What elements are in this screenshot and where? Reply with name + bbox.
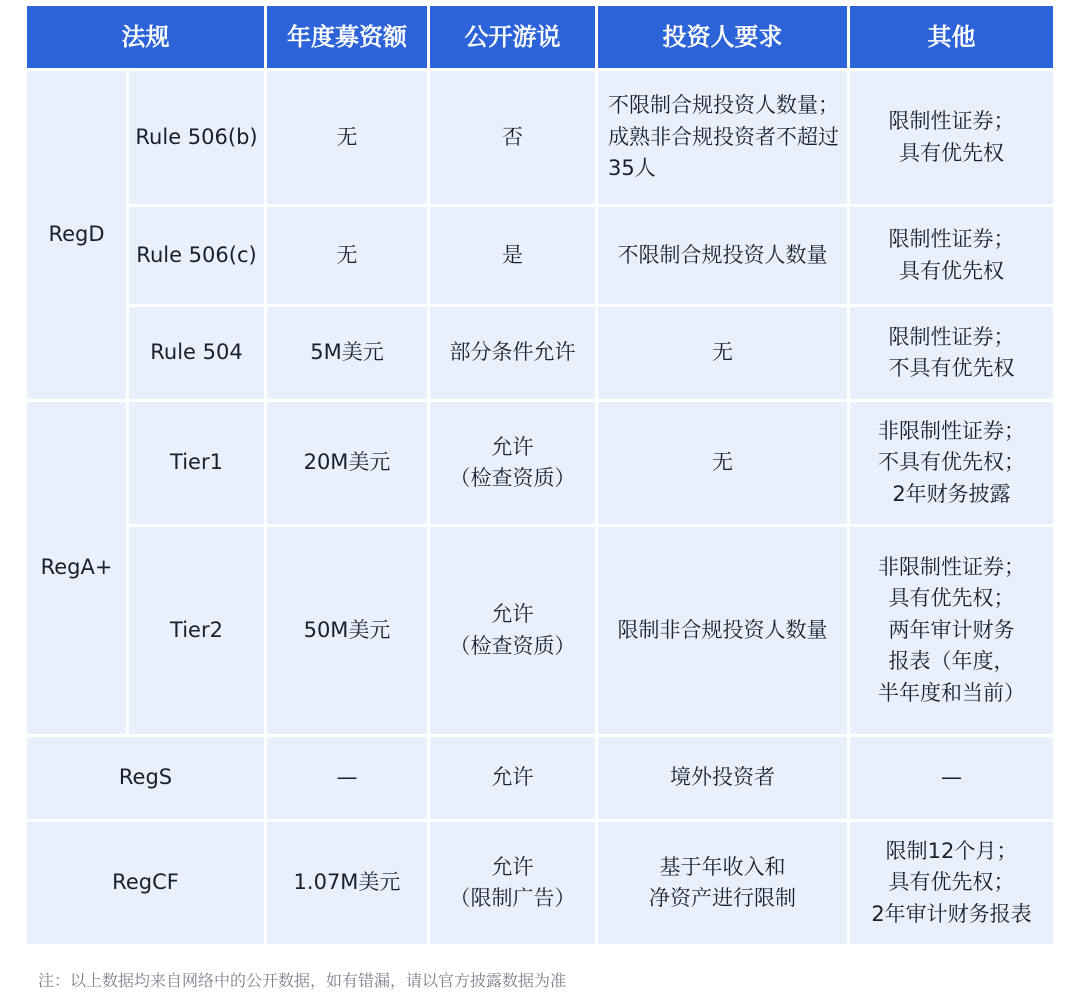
other-506c-line: 限制性证券； bbox=[888, 227, 1015, 251]
header-public-solicitation: 公开游说 bbox=[429, 5, 597, 70]
other-regcf-line: 2年审计财务报表 bbox=[871, 901, 1032, 926]
other-504 bbox=[849, 306, 1055, 401]
raise-504: 5M美元 bbox=[266, 306, 429, 401]
regulation-comparison-table bbox=[24, 3, 1056, 947]
table-row bbox=[26, 736, 1055, 821]
header-annual-raise: 年度募资额 bbox=[266, 5, 429, 70]
investor-504 bbox=[597, 306, 849, 401]
rule-tier2: Tier2 bbox=[128, 526, 266, 736]
investor-506b-line: 不限制合规投资人数量； bbox=[608, 93, 839, 118]
solicit-tier2 bbox=[429, 526, 597, 736]
group-regcf: RegCF bbox=[26, 821, 266, 946]
other-tier2-line: 两年审计财务 bbox=[888, 617, 1015, 642]
rule-506b: Rule 506(b) bbox=[128, 70, 266, 206]
rule-506c: Rule 506(c) bbox=[128, 206, 266, 306]
solicit-regcf bbox=[429, 821, 597, 946]
other-tier2-line: 具有优先权； bbox=[888, 586, 1015, 611]
solicit-tier1-line: （检查资质） bbox=[449, 466, 576, 490]
table-row bbox=[26, 821, 1055, 946]
raise-tier2: 50M美元 bbox=[266, 526, 429, 736]
other-tier1 bbox=[849, 401, 1055, 526]
other-regcf-line: 限制12个月； bbox=[885, 838, 1018, 863]
investor-regcf bbox=[597, 821, 849, 946]
other-tier2 bbox=[849, 526, 1055, 736]
table-row bbox=[26, 401, 1055, 526]
solicit-tier1 bbox=[429, 401, 597, 526]
other-tier1-line: 非限制性证券； bbox=[878, 418, 1025, 443]
group-regd: RegD bbox=[26, 70, 128, 401]
investor-506b-line: 成熟非合规投资者不超过 bbox=[608, 124, 839, 149]
other-regs: — bbox=[849, 736, 1055, 821]
solicit-506c: 是 bbox=[429, 206, 597, 306]
solicit-tier2-line: 允许 bbox=[491, 602, 534, 626]
solicit-tier1-line: 允许 bbox=[491, 434, 534, 459]
other-tier2-line: 非限制性证券； bbox=[878, 554, 1025, 579]
raise-506c: 无 bbox=[266, 206, 429, 306]
investor-506c-line: 不限制合规投资人数量 bbox=[617, 242, 828, 267]
other-504-line: 限制性证券； bbox=[888, 324, 1015, 349]
other-506b-line: 具有优先权 bbox=[899, 140, 1004, 165]
other-506b bbox=[849, 70, 1055, 206]
investor-tier2-line: 限制非合规投资人数量 bbox=[617, 617, 828, 642]
header-regulation: 法规 bbox=[26, 5, 266, 70]
table-row bbox=[26, 526, 1055, 736]
investor-506b-line: 35人 bbox=[608, 156, 656, 181]
group-rega: RegA+ bbox=[26, 401, 128, 736]
investor-504-line: 无 bbox=[712, 340, 733, 365]
investor-tier1-line: 无 bbox=[712, 450, 733, 475]
other-tier2-line: 报表（年度， bbox=[888, 649, 1015, 674]
table-header-row bbox=[26, 5, 1055, 70]
other-tier1-line: 2年财务披露 bbox=[892, 481, 1011, 506]
raise-506b: 无 bbox=[266, 70, 429, 206]
other-506c-line: 具有优先权 bbox=[899, 258, 1004, 283]
table-row bbox=[26, 206, 1055, 306]
raise-regs: — bbox=[266, 736, 429, 821]
investor-regs: 境外投资者 bbox=[597, 736, 849, 821]
investor-tier2 bbox=[597, 526, 849, 736]
other-506b-line: 限制性证券； bbox=[888, 109, 1015, 133]
footnote: 注：以上数据均来自网络中的公开数据，如有错漏，请以官方披露数据为准 bbox=[38, 971, 567, 990]
investor-506c bbox=[597, 206, 849, 306]
table-row bbox=[26, 70, 1055, 206]
header-investor-requirements: 投资人要求 bbox=[597, 5, 849, 70]
solicit-regcf-line: （限制广告） bbox=[449, 886, 576, 910]
solicit-504: 部分条件允许 bbox=[429, 306, 597, 401]
other-506c bbox=[849, 206, 1055, 306]
other-tier1-line: 不具有优先权； bbox=[878, 450, 1025, 475]
other-regcf bbox=[849, 821, 1055, 946]
other-504-line: 不具有优先权 bbox=[888, 356, 1015, 380]
other-tier2-line: 半年度和当前） bbox=[878, 680, 1025, 705]
rule-tier1: Tier1 bbox=[128, 401, 266, 526]
raise-regcf: 1.07M美元 bbox=[266, 821, 429, 946]
raise-tier1: 20M美元 bbox=[266, 401, 429, 526]
group-regs: RegS bbox=[26, 736, 266, 821]
other-regcf-line: 具有优先权； bbox=[888, 870, 1015, 895]
header-other: 其他 bbox=[849, 5, 1055, 70]
rule-504: Rule 504 bbox=[128, 306, 266, 401]
table-row bbox=[26, 306, 1055, 401]
solicit-regs: 允许 bbox=[429, 736, 597, 821]
solicit-tier2-line: （检查资质） bbox=[449, 633, 576, 658]
investor-regcf-line: 基于年收入和 bbox=[659, 854, 786, 879]
investor-tier1 bbox=[597, 401, 849, 526]
solicit-regcf-line: 允许 bbox=[491, 854, 534, 879]
investor-regcf-line: 净资产进行限制 bbox=[649, 886, 796, 910]
solicit-506b: 否 bbox=[429, 70, 597, 206]
investor-506b bbox=[597, 70, 849, 206]
